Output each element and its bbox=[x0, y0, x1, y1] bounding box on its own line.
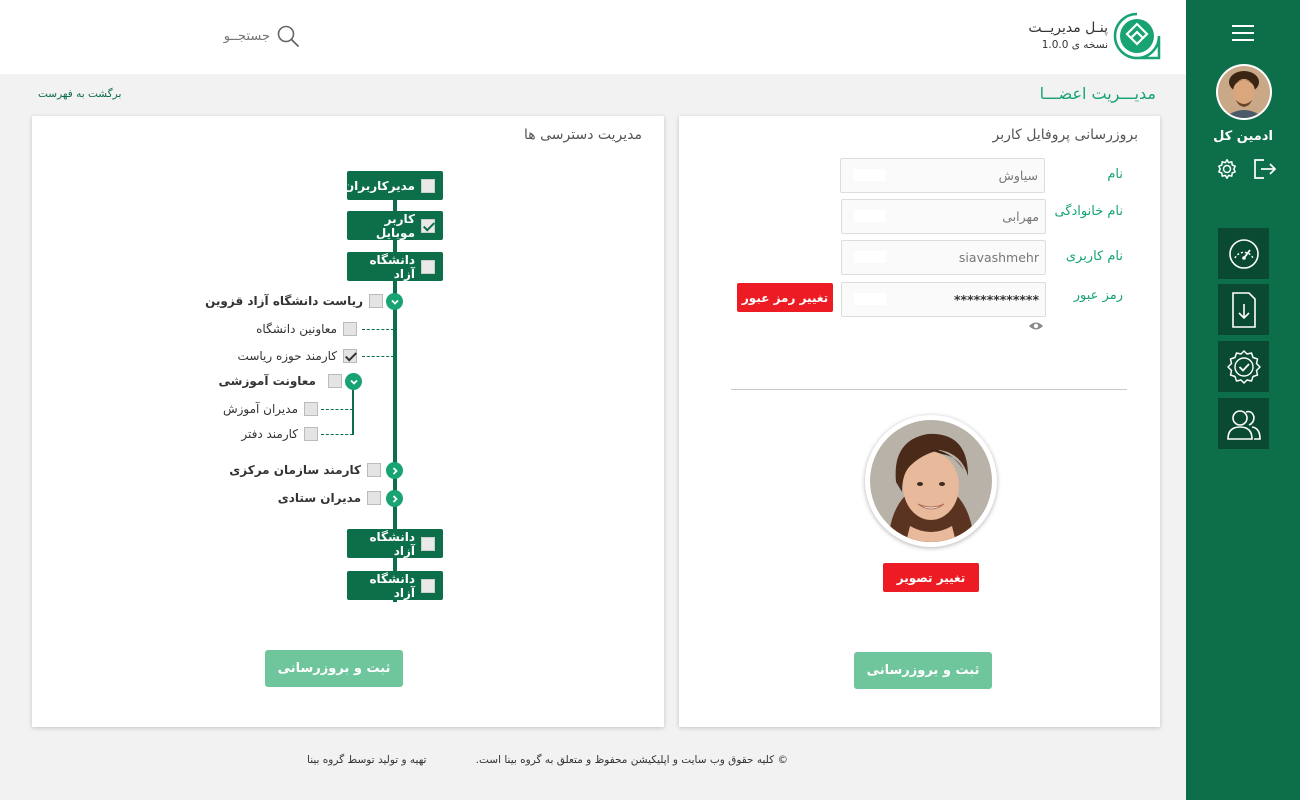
badge-check-icon bbox=[1226, 349, 1262, 385]
avatar[interactable] bbox=[1216, 64, 1272, 120]
tree-node-azad-university[interactable] bbox=[347, 571, 443, 600]
profile-photo-image bbox=[870, 420, 992, 542]
checkbox[interactable] bbox=[367, 463, 381, 477]
password-label: رمز عبور bbox=[1073, 288, 1123, 303]
expand-toggle[interactable] bbox=[386, 490, 403, 507]
last-name-label: نام خانوادگی bbox=[1054, 204, 1123, 219]
checkbox[interactable] bbox=[304, 402, 318, 416]
tree-item-staff-managers[interactable] bbox=[278, 491, 381, 505]
sidebar bbox=[1186, 0, 1300, 800]
brand-version: نسخه ی 1.0.0 bbox=[1041, 39, 1108, 51]
search-input[interactable] bbox=[205, 29, 270, 44]
profile-card-title: بروزرسانی پروفایل کاربر bbox=[992, 127, 1138, 143]
tree-item-central-org-staff[interactable] bbox=[229, 463, 381, 477]
tree-node-azad-university[interactable] bbox=[347, 252, 443, 281]
tree-connector bbox=[321, 434, 353, 435]
search-box[interactable] bbox=[205, 24, 300, 48]
tree-node-label: کاربر موبایل bbox=[375, 211, 415, 240]
expand-toggle[interactable] bbox=[345, 373, 362, 390]
tree-item-label: کارمند سازمان مرکزی bbox=[229, 463, 361, 477]
input-mask bbox=[854, 210, 886, 222]
checkbox[interactable] bbox=[421, 579, 435, 593]
change-photo-button[interactable]: تغییر تصویر bbox=[883, 563, 979, 592]
checkbox[interactable] bbox=[343, 322, 357, 336]
checkbox[interactable] bbox=[421, 260, 435, 274]
tree-item-label: معاونین دانشگاه bbox=[256, 322, 337, 336]
access-card-title: مدیریت دسترسی ها bbox=[524, 127, 642, 143]
tree-item-label: کارمند دفتر bbox=[241, 427, 298, 441]
tree-connector bbox=[321, 409, 353, 410]
tree-node-mobile-user[interactable] bbox=[347, 211, 443, 240]
checkbox[interactable] bbox=[369, 294, 383, 308]
tree-item-presidency-staff[interactable] bbox=[238, 349, 357, 363]
expand-toggle[interactable] bbox=[386, 462, 403, 479]
eye-icon[interactable] bbox=[1028, 321, 1044, 331]
search-icon[interactable] bbox=[276, 24, 300, 48]
input-mask bbox=[853, 169, 885, 181]
logo-icon bbox=[1113, 12, 1161, 60]
page-title: مدیـــریت اعضـــا bbox=[1039, 84, 1156, 103]
first-name-label: نام bbox=[1107, 167, 1123, 182]
tree-item-label: ریاست دانشگاه آزاد قزوین bbox=[205, 294, 363, 308]
change-password-button[interactable]: تغییر رمز عبور bbox=[737, 283, 833, 312]
tree-subbranch-line bbox=[352, 386, 354, 435]
footer-copyright: © کلیه حقوق وب سایت و اپلیکیشن محفوظ و متعلق به گروه بینا است. bbox=[475, 754, 788, 766]
tree-item-qazvin-presidency[interactable] bbox=[205, 294, 383, 308]
input-mask bbox=[854, 251, 886, 263]
tree-node-label: دانشگاه آزاد bbox=[369, 571, 415, 600]
checkbox[interactable] bbox=[304, 427, 318, 441]
back-to-list-link[interactable]: برگشت به فهرست bbox=[38, 88, 122, 100]
tree-connector bbox=[362, 329, 394, 330]
section-divider bbox=[731, 389, 1127, 390]
checkbox[interactable] bbox=[421, 179, 435, 193]
dashboard-button[interactable] bbox=[1218, 228, 1269, 279]
users-icon bbox=[1226, 407, 1262, 441]
input-mask bbox=[854, 293, 886, 305]
checkbox[interactable] bbox=[367, 491, 381, 505]
speedometer-icon bbox=[1227, 237, 1261, 271]
admin-avatar-image bbox=[1218, 66, 1270, 118]
top-bar bbox=[0, 0, 1186, 74]
menu-icon[interactable] bbox=[1232, 25, 1254, 41]
chevron-down-icon bbox=[349, 377, 359, 387]
tree-item-label: کارمند حوزه ریاست bbox=[237, 349, 337, 363]
chevron-down-icon bbox=[390, 297, 400, 307]
profile-submit-button[interactable]: ثبت و بروزرسانی bbox=[854, 652, 992, 689]
brand-title: پنـل مدیریــت bbox=[1028, 20, 1108, 36]
tree-item-label: مدیران ستادی bbox=[277, 491, 361, 505]
profile-photo bbox=[865, 415, 997, 547]
tree-node-label: مدیرکاربران bbox=[343, 178, 415, 193]
tree-item-education-deputy[interactable] bbox=[219, 374, 342, 388]
footer-credit: تهیه و تولید توسط گروه بینا bbox=[307, 754, 427, 766]
tree-node-label: دانشگاه آزاد bbox=[369, 252, 415, 281]
chevron-right-icon bbox=[390, 494, 400, 504]
tree-item-label: معاونت آموزشی bbox=[218, 374, 316, 388]
checkbox-checked[interactable] bbox=[343, 349, 357, 363]
sidebar-user-name: ادمین کل bbox=[1213, 129, 1273, 144]
tree-item-label: مدیران آموزش bbox=[222, 402, 298, 416]
expand-toggle[interactable] bbox=[386, 293, 403, 310]
file-download-icon bbox=[1227, 291, 1261, 329]
chevron-right-icon bbox=[390, 466, 400, 476]
gear-icon[interactable] bbox=[1215, 157, 1239, 181]
checkbox-checked[interactable] bbox=[421, 219, 435, 233]
tree-item-office-staff[interactable] bbox=[241, 427, 318, 441]
access-management-card bbox=[32, 116, 664, 727]
access-submit-button[interactable]: ثبت و بروزرسانی bbox=[265, 650, 403, 687]
tree-node-user-managers[interactable] bbox=[343, 171, 443, 200]
verified-button[interactable] bbox=[1218, 341, 1269, 392]
tree-item-university-deputies[interactable] bbox=[256, 322, 357, 336]
username-label: نام کاربری bbox=[1065, 249, 1123, 264]
profile-card bbox=[679, 116, 1160, 727]
download-button[interactable] bbox=[1218, 284, 1269, 335]
checkbox[interactable] bbox=[328, 374, 342, 388]
logout-icon[interactable] bbox=[1252, 157, 1278, 181]
tree-node-label: دانشگاه آزاد bbox=[369, 529, 415, 558]
checkbox[interactable] bbox=[421, 537, 435, 551]
tree-node-azad-university[interactable] bbox=[347, 529, 443, 558]
users-button[interactable] bbox=[1218, 398, 1269, 449]
tree-item-education-managers[interactable] bbox=[223, 402, 318, 416]
tree-connector bbox=[362, 356, 394, 357]
